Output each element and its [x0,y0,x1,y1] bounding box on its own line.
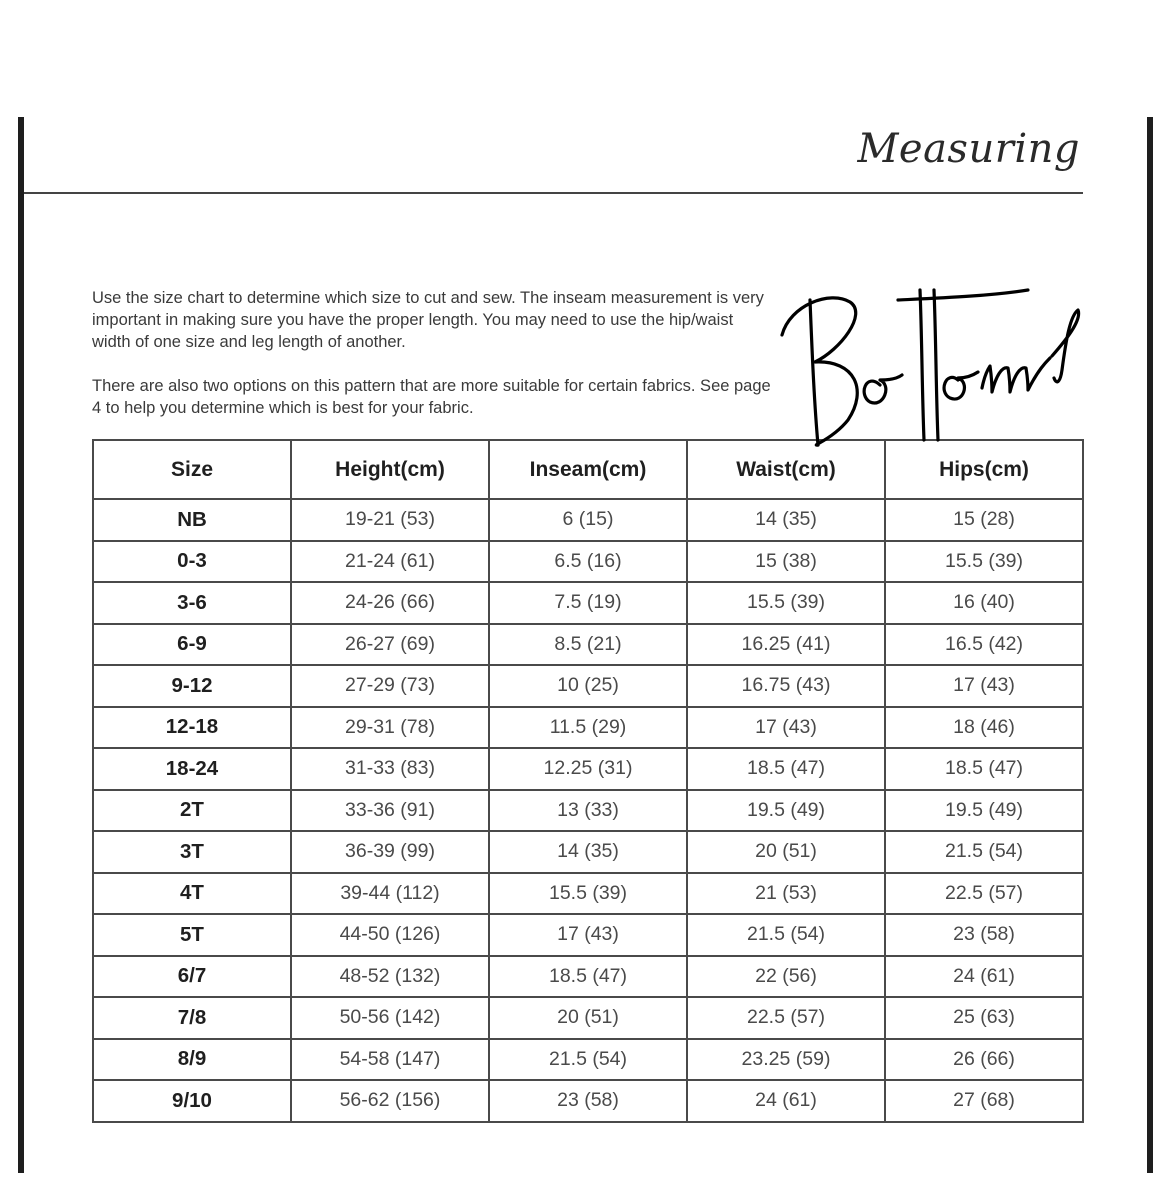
size-cell: 12-18 [93,707,291,749]
height-cell: 50-56 (142) [291,997,489,1039]
table-row [93,873,1083,915]
waist-cell: 18.5 (47) [687,748,885,790]
table-row [93,748,1083,790]
waist-cell: 14 (35) [687,499,885,541]
size-chart-table [92,439,1084,1123]
page-title: Measuring [857,126,1080,172]
intro-text [92,287,772,441]
size-cell: 9-12 [93,665,291,707]
handwritten-bottoms-label [770,280,1090,460]
hips-cell: 18.5 (47) [885,748,1083,790]
table-row [93,624,1083,666]
header-inseam: Inseam(cm) [489,440,687,499]
height-cell: 21-24 (61) [291,541,489,583]
size-cell: 3T [93,831,291,873]
inseam-cell: 13 (33) [489,790,687,832]
height-cell: 48-52 (132) [291,956,489,998]
intro-paragraph-1: Use the size chart to determine which size to cut and sew. The inseam measurement is very important in making sure you have the proper length. You may need to use the hip/waist width of one size and leg length of another. [92,289,764,351]
header-size: Size [93,440,291,499]
size-cell: 6-9 [93,624,291,666]
table-row [93,997,1083,1039]
inseam-cell: 12.25 (31) [489,748,687,790]
hips-cell: 22.5 (57) [885,873,1083,915]
header-hips: Hips(cm) [885,440,1083,499]
waist-cell: 16.25 (41) [687,624,885,666]
hips-cell: 19.5 (49) [885,790,1083,832]
table-row [93,499,1083,541]
size-cell: 7/8 [93,997,291,1039]
inseam-cell: 20 (51) [489,997,687,1039]
waist-cell: 15 (38) [687,541,885,583]
size-cell: 9/10 [93,1080,291,1122]
hips-cell: 18 (46) [885,707,1083,749]
size-cell: 4T [93,873,291,915]
hips-cell: 16 (40) [885,582,1083,624]
hips-cell: 26 (66) [885,1039,1083,1081]
height-cell: 36-39 (99) [291,831,489,873]
size-cell: 3-6 [93,582,291,624]
table-row [93,582,1083,624]
waist-cell: 23.25 (59) [687,1039,885,1081]
hips-cell: 15.5 (39) [885,541,1083,583]
header-divider [24,192,1083,194]
right-border-bar [1147,117,1153,1173]
waist-cell: 19.5 (49) [687,790,885,832]
inseam-cell: 7.5 (19) [489,582,687,624]
height-cell: 24-26 (66) [291,582,489,624]
height-cell: 27-29 (73) [291,665,489,707]
header-waist: Waist(cm) [687,440,885,499]
inseam-cell: 10 (25) [489,665,687,707]
waist-cell: 22 (56) [687,956,885,998]
waist-cell: 21 (53) [687,873,885,915]
table-row [93,541,1083,583]
waist-cell: 20 (51) [687,831,885,873]
inseam-cell: 6.5 (16) [489,541,687,583]
table-header-row [93,440,1083,499]
size-cell: 5T [93,914,291,956]
waist-cell: 24 (61) [687,1080,885,1122]
height-cell: 39-44 (112) [291,873,489,915]
size-cell: 8/9 [93,1039,291,1081]
waist-cell: 21.5 (54) [687,914,885,956]
height-cell: 26-27 (69) [291,624,489,666]
header-height: Height(cm) [291,440,489,499]
handwritten-label-text: Bottoms [930,458,934,459]
inseam-cell: 23 (58) [489,1080,687,1122]
size-cell: NB [93,499,291,541]
inseam-cell: 21.5 (54) [489,1039,687,1081]
table-row [93,665,1083,707]
table-row [93,831,1083,873]
inseam-cell: 11.5 (29) [489,707,687,749]
table-row [93,790,1083,832]
table-row [93,1039,1083,1081]
size-cell: 2T [93,790,291,832]
inseam-cell: 8.5 (21) [489,624,687,666]
intro-paragraph-2: There are also two options on this pattern that are more suitable for certain fabrics. See page 4 to help you determine which is best for your fabric. [92,377,771,417]
inseam-cell: 17 (43) [489,914,687,956]
hips-cell: 23 (58) [885,914,1083,956]
height-cell: 56-62 (156) [291,1080,489,1122]
hips-cell: 15 (28) [885,499,1083,541]
table-row [93,914,1083,956]
size-cell: 18-24 [93,748,291,790]
table-body [93,499,1083,1122]
hips-cell: 17 (43) [885,665,1083,707]
table-row [93,1080,1083,1122]
hips-cell: 25 (63) [885,997,1083,1039]
waist-cell: 15.5 (39) [687,582,885,624]
waist-cell: 16.75 (43) [687,665,885,707]
height-cell: 44-50 (126) [291,914,489,956]
hips-cell: 27 (68) [885,1080,1083,1122]
inseam-cell: 18.5 (47) [489,956,687,998]
table-row [93,956,1083,998]
waist-cell: 22.5 (57) [687,997,885,1039]
table-row [93,707,1083,749]
hips-cell: 21.5 (54) [885,831,1083,873]
inseam-cell: 6 (15) [489,499,687,541]
waist-cell: 17 (43) [687,707,885,749]
height-cell: 31-33 (83) [291,748,489,790]
hips-cell: 24 (61) [885,956,1083,998]
height-cell: 19-21 (53) [291,499,489,541]
size-cell: 6/7 [93,956,291,998]
hips-cell: 16.5 (42) [885,624,1083,666]
inseam-cell: 14 (35) [489,831,687,873]
height-cell: 33-36 (91) [291,790,489,832]
height-cell: 29-31 (78) [291,707,489,749]
left-border-bar [18,117,24,1173]
height-cell: 54-58 (147) [291,1039,489,1081]
size-cell: 0-3 [93,541,291,583]
inseam-cell: 15.5 (39) [489,873,687,915]
